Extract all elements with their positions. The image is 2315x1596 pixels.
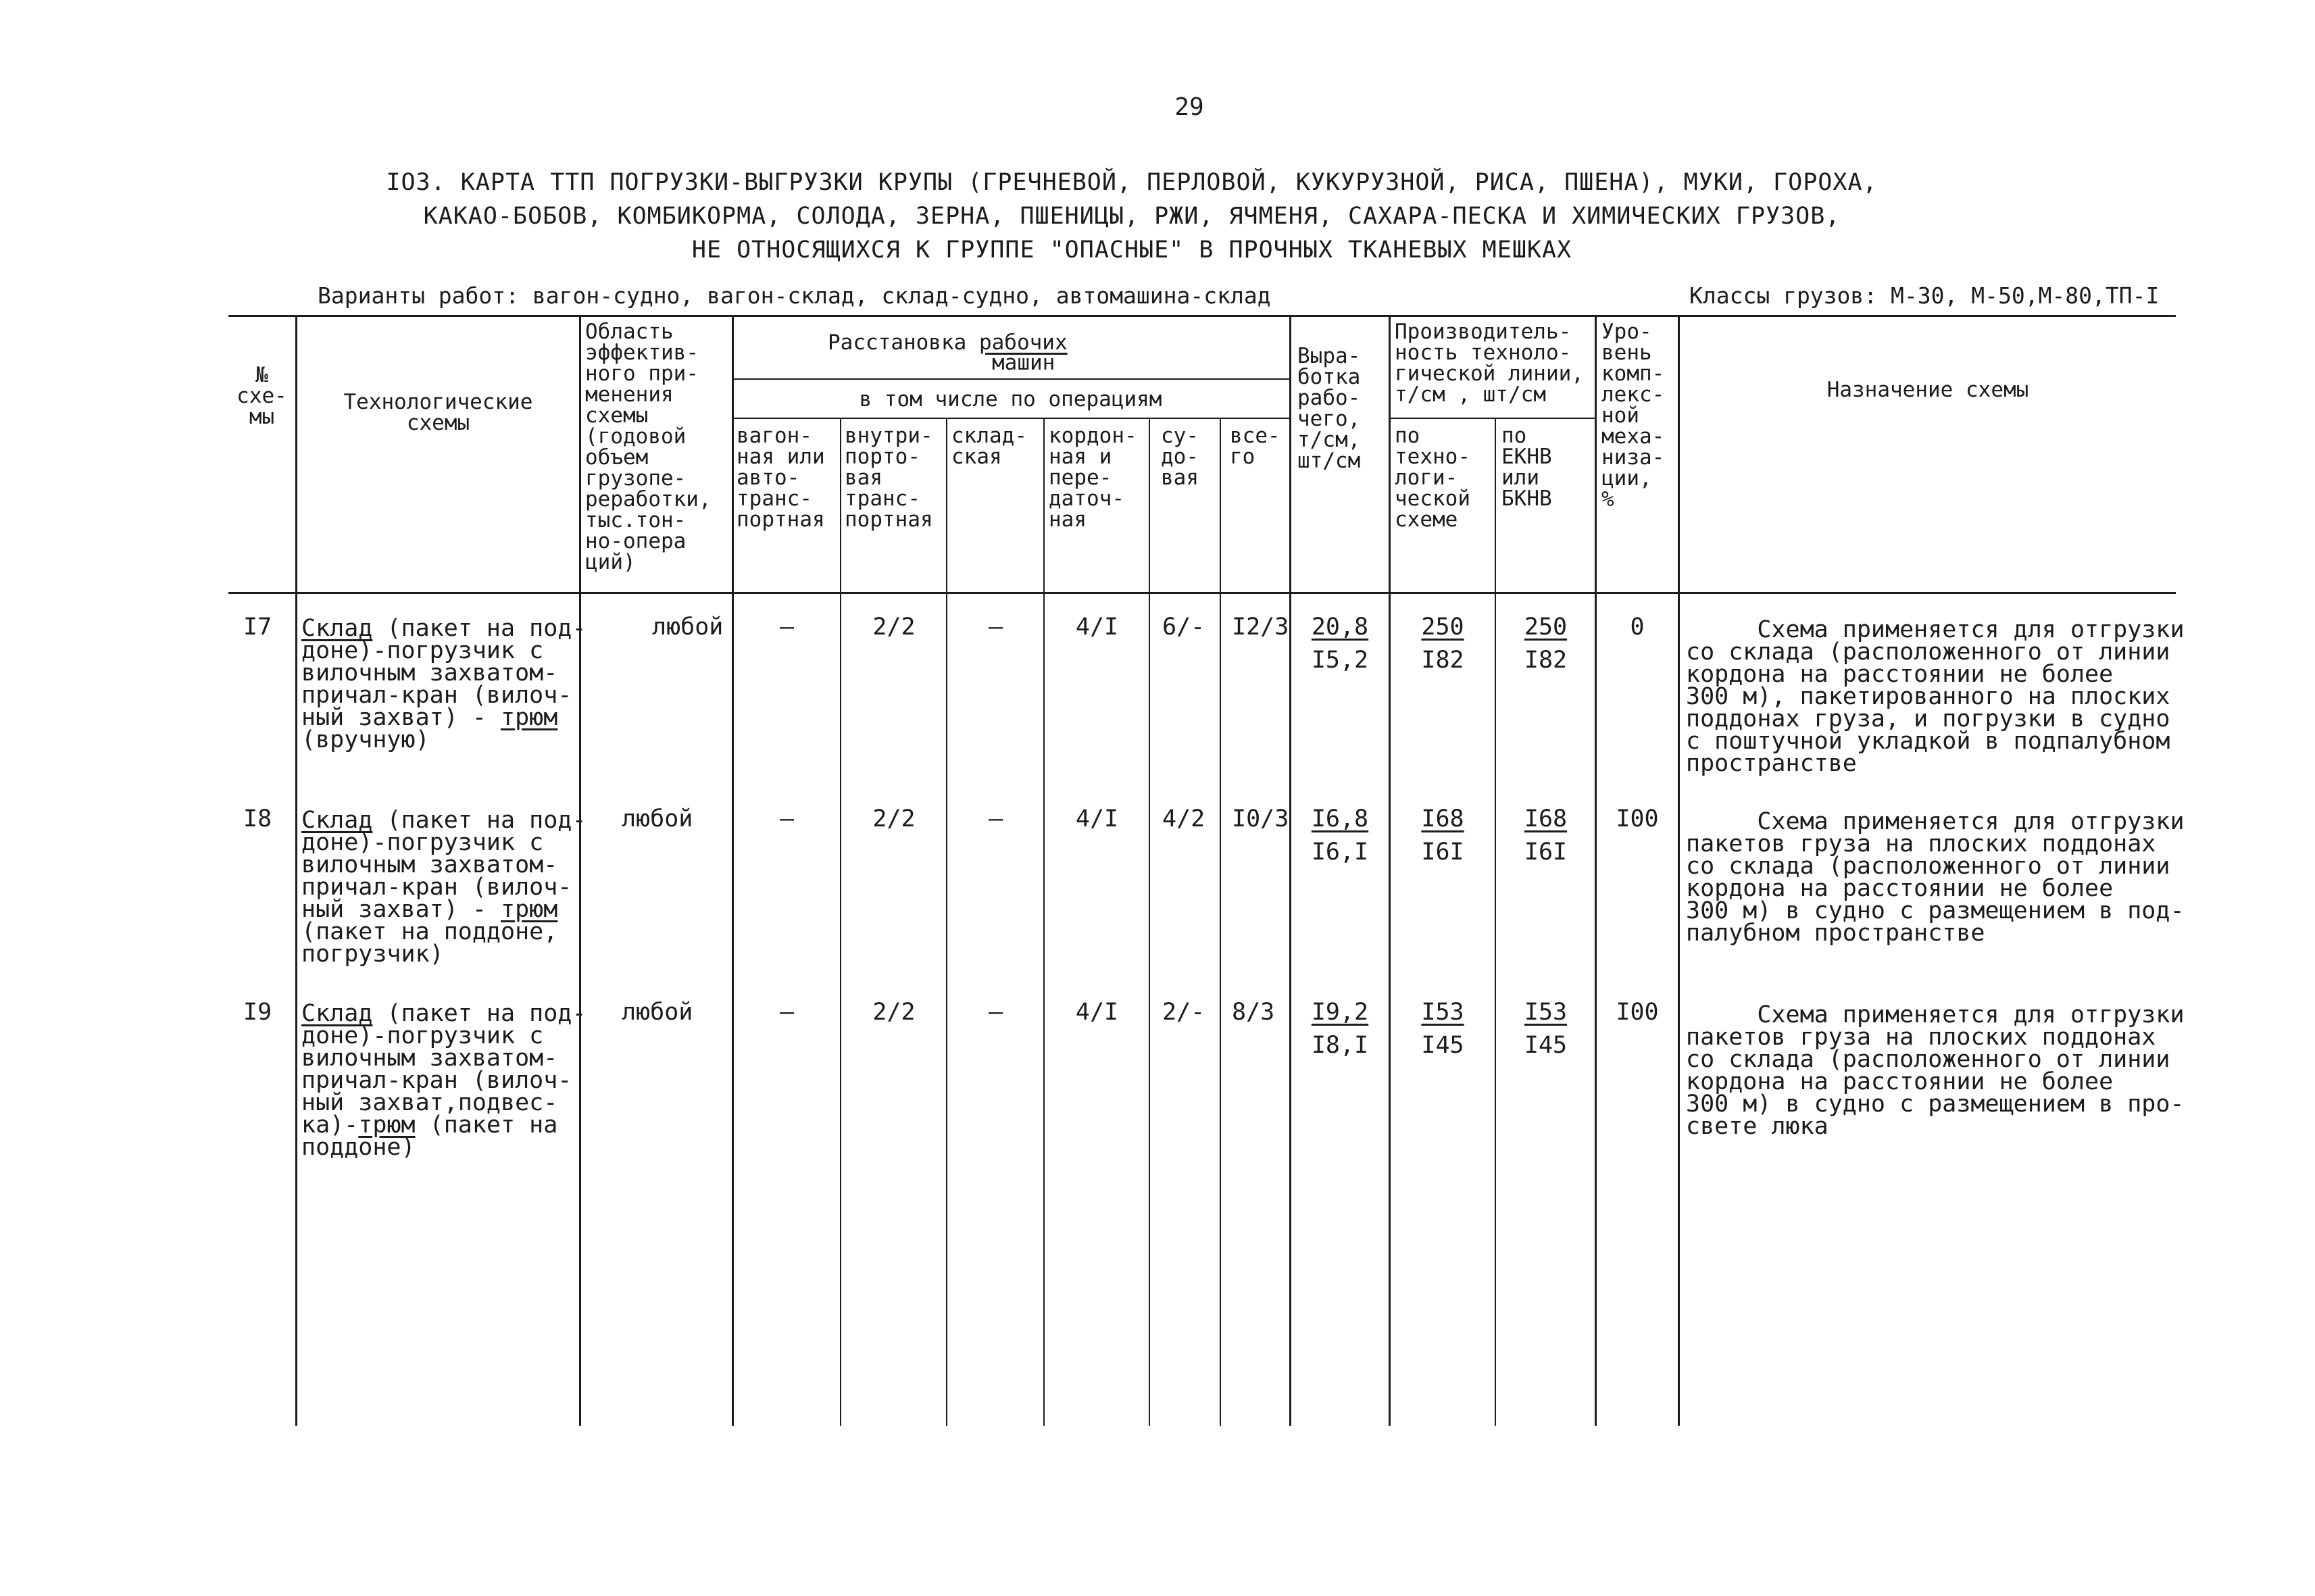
mechanization-value: I00 <box>1616 999 1659 1026</box>
header-line-productivity: Производитель- ность техноло- гической линии, т/см , шт/см <box>1395 320 1584 407</box>
op-quay-value: 4/I <box>1075 805 1119 832</box>
col-rule-3 <box>732 315 734 1426</box>
op-ship-value: 6/- <box>1162 614 1205 641</box>
tech-scheme-text <box>301 809 586 966</box>
title-line-1: IO3. КАРТА ТТП ПОГРУЗКИ-ВЫГРУЗКИ КРУПЫ (ГРЕЧНЕВОЙ, ПЕРЛОВОЙ, КУКУРУЗНОЙ, РИСА, ПШЕНА), МУКИ, ГОРОХА, <box>386 169 1878 196</box>
col-rule-7 <box>1149 419 1150 1426</box>
header-op-ship: су- до- вая <box>1161 424 1199 490</box>
col-rule-9 <box>1289 315 1291 1426</box>
purpose-text: Схема применяется для отгрузки со склада (расположенного от линии кордона на расстоянии не более 300 м), пакетированного на плоских поддонах груза, и погрузки в судно с поштучной укладкой в подпалубном пространстве <box>1686 616 2185 777</box>
op-wagon-value: – <box>779 805 795 832</box>
header-placement-underlined: рабочих <box>978 330 1068 355</box>
application-area: любой <box>652 614 724 641</box>
worker-output-value <box>1291 616 1389 672</box>
header-op-total: все- го <box>1230 424 1280 469</box>
op-warehouse-value: – <box>988 999 1003 1026</box>
mechanization-value: 0 <box>1630 614 1645 641</box>
header-tech-schemes: Технологические схемы <box>343 390 533 435</box>
value-bottom: I5,2 <box>1311 647 1369 674</box>
prod-eknv-value <box>1497 616 1595 672</box>
prod-scheme-value <box>1391 1001 1495 1057</box>
header-incl-operations: в том числе по операциям <box>859 387 1162 412</box>
placement-sub-rule <box>732 378 1289 380</box>
col-rule-11 <box>1495 419 1496 1426</box>
header-op-internal: внутри- порто- вая транс- портная <box>845 424 933 532</box>
col-rule-5 <box>946 419 947 1426</box>
operations-sub-rule <box>732 418 1289 419</box>
op-wagon-value: – <box>779 614 795 641</box>
value-top: I53 <box>1421 999 1464 1026</box>
cargo-classes: Классы грузов: М-30, М-50,М-80,ТП-I <box>1689 282 2160 309</box>
col-rule-13 <box>1678 315 1680 1426</box>
header-application-area: Область эффектив- ного при- менения схемы (годовой объем грузопе- реработки, тыс.тон- но-опера ций) <box>585 320 712 574</box>
table-top-rule <box>228 315 2176 317</box>
productivity-sub-rule <box>1389 418 1595 419</box>
op-ship-value: 4/2 <box>1162 805 1205 832</box>
col-rule-4 <box>840 419 841 1426</box>
op-quay-value: 4/I <box>1075 999 1119 1026</box>
op-total-value: I0/3 <box>1232 805 1289 832</box>
op-warehouse-value: – <box>988 805 1003 832</box>
op-warehouse-value: – <box>988 614 1003 641</box>
op-quay-value: 4/I <box>1075 614 1119 641</box>
op-internal-value: 2/2 <box>872 805 916 832</box>
tech-scheme-text <box>301 615 587 753</box>
scheme-tail: (пакет на поддоне, погрузчик) <box>301 918 558 968</box>
header-op-quay: кордон- ная и пере- даточ- ная <box>1049 424 1137 532</box>
scheme-number: I9 <box>243 999 272 1026</box>
application-area: любой <box>622 999 693 1026</box>
value-bottom: I45 <box>1524 1032 1568 1059</box>
page-number: 29 <box>1174 93 1204 121</box>
value-bottom: I6I <box>1421 839 1464 866</box>
scheme-rest: (пакет на под- доне)-погрузчик с вилочным захватом- причал-кран (вилоч- ный захват) - <box>301 615 587 731</box>
col-rule-12 <box>1595 315 1597 1426</box>
op-total-value: I2/3 <box>1232 614 1289 641</box>
col-rule-10 <box>1389 315 1391 1426</box>
work-variants: Варианты работ: вагон-судно, вагон-склад, склад-судно, автомашина-склад <box>318 282 1271 309</box>
header-op-wagon: вагон- ная или авто- транс- портная <box>737 424 825 532</box>
header-bottom-rule <box>228 592 2176 594</box>
value-bottom: I82 <box>1421 647 1464 674</box>
prod-scheme-value <box>1391 805 1495 866</box>
col-rule-8 <box>1220 419 1221 1426</box>
header-placement-machines: машин <box>992 351 1055 375</box>
header-scheme-purpose: Назначение схемы <box>1826 378 2029 402</box>
header-prod-by-eknv: по ЕКНВ или БКНВ <box>1501 424 1552 511</box>
title-line-3: НЕ ОТНОСЯЩИХСЯ К ГРУППЕ "ОПАСНЫЕ" В ПРОЧНЫХ ТКАНЕВЫХ МЕШКАХ <box>691 236 1572 264</box>
header-mechanization-level: Уро- вень комп- лекс- ной меха- низа- ции, % <box>1601 320 1665 512</box>
mechanization-value: I00 <box>1616 805 1659 832</box>
scheme-rest: (пакет на под- доне)-погрузчик с вилочным захватом- причал-кран (вилоч- ный захват) - <box>301 807 587 923</box>
scheme-rest: (пакет на под- доне)-погрузчик с вилочным захватом- причал-кран (вилоч- ный захват,подвес- ка)- <box>301 1000 587 1139</box>
worker-output-value <box>1291 805 1389 866</box>
scheme-number: I8 <box>243 805 272 832</box>
op-wagon-value: – <box>779 999 795 1026</box>
header-placement-prefix: Расстановка <box>828 330 967 355</box>
header-worker-output: Выра- ботка рабо- чего, т/см, шт/см <box>1297 344 1361 473</box>
purpose-text: Схема применяется для отгрузки пакетов груза на плоских поддонах со склада (расположенного от линии кордона на расстоянии не более 300 м) в судно с размещением в под- палубном пространстве <box>1686 808 2185 947</box>
scheme-head: Склад <box>301 1000 373 1027</box>
op-ship-value: 2/- <box>1162 999 1205 1026</box>
scheme-tail: (пакет на поддоне) <box>301 1112 558 1161</box>
scheme-head: Склад <box>301 807 373 834</box>
value-top: 250 <box>1524 614 1568 641</box>
col-rule-6 <box>1043 419 1045 1426</box>
value-top: 250 <box>1421 614 1464 641</box>
value-bottom: I6I <box>1524 839 1568 866</box>
prod-scheme-value <box>1391 616 1495 672</box>
value-top: 20,8 <box>1311 614 1369 641</box>
value-top: I68 <box>1421 805 1464 832</box>
header-scheme-number: № схе- мы <box>237 363 287 429</box>
scheme-hold: трюм <box>358 1112 416 1139</box>
header-prod-by-scheme: по техно- логи- ческой схеме <box>1395 424 1470 532</box>
value-bottom: I8,I <box>1311 1032 1369 1059</box>
value-bottom: I82 <box>1524 647 1568 674</box>
prod-eknv-value <box>1497 1001 1595 1057</box>
value-top: I53 <box>1524 999 1568 1026</box>
tech-scheme-text <box>301 1000 587 1161</box>
purpose-text: Схема применяется для отгрузки пакетов груза на плоских поддонах со склада (расположенного от линии кордона на расстоянии не более 300 м) в судно с размещением в про- свете люка <box>1686 1001 2185 1140</box>
prod-eknv-value <box>1497 805 1595 866</box>
scheme-head: Склад <box>301 615 373 642</box>
op-internal-value: 2/2 <box>872 999 916 1026</box>
scheme-number: I7 <box>243 614 272 641</box>
col-rule-1 <box>295 315 297 1426</box>
scheme-hold: трюм <box>501 704 558 731</box>
application-area: любой <box>622 805 693 832</box>
value-top: I6,8 <box>1311 805 1369 832</box>
op-internal-value: 2/2 <box>872 614 916 641</box>
value-top: I9,2 <box>1311 999 1369 1026</box>
value-bottom: I45 <box>1421 1032 1464 1059</box>
scheme-hold: трюм <box>501 896 558 923</box>
value-bottom: I6,I <box>1311 839 1369 866</box>
scheme-tail: (вручную) <box>301 726 430 753</box>
op-total-value: 8/3 <box>1232 999 1275 1026</box>
value-top: I68 <box>1524 805 1568 832</box>
title-line-2: КАКАО-БОБОВ, КОМБИКОРМА, СОЛОДА, ЗЕРНА, ПШЕНИЦЫ, РЖИ, ЯЧМЕНЯ, САХАРА-ПЕСКА И ХИМИЧЕСКИХ ГРУЗОВ, <box>423 203 1841 230</box>
worker-output-value <box>1291 1001 1389 1057</box>
header-op-warehouse: склад- ская <box>951 424 1027 469</box>
